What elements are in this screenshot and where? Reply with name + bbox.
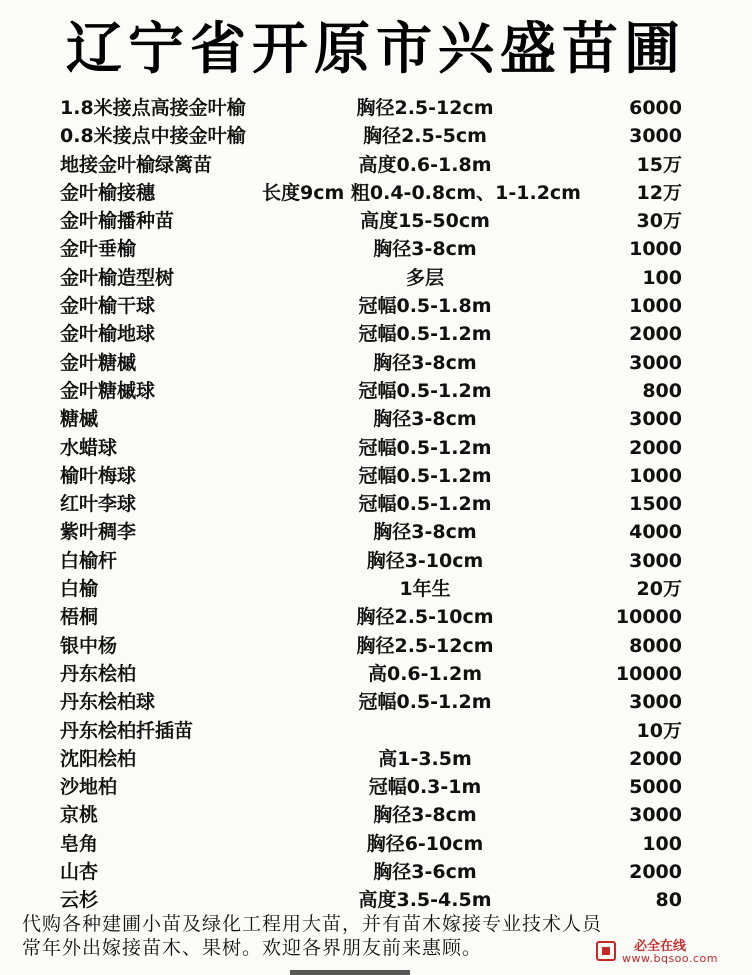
item-name: 银中杨 <box>60 634 118 657</box>
item-name: 丹东桧柏球 <box>60 691 156 714</box>
item-quantity: 8000 <box>629 634 682 657</box>
list-item <box>0 547 752 575</box>
item-quantity: 20万 <box>636 578 682 601</box>
item-name: 金叶榆干球 <box>60 295 156 318</box>
list-item <box>0 660 752 688</box>
list-item <box>0 632 752 660</box>
item-name: 金叶榆接穗 <box>60 181 156 204</box>
item-spec: 胸径2.5-10cm <box>356 606 494 629</box>
item-spec: 冠幅0.5-1.2m <box>358 379 492 402</box>
list-item <box>0 122 752 150</box>
item-name: 金叶榆地球 <box>60 323 156 346</box>
item-name: 京桃 <box>60 804 99 827</box>
item-quantity: 5000 <box>629 776 682 799</box>
list-item <box>0 405 752 433</box>
item-name: 白榆杆 <box>60 549 118 572</box>
watermark-name: 必全在线 <box>634 939 687 954</box>
list-item <box>0 745 752 773</box>
item-name: 红叶李球 <box>60 493 137 516</box>
item-spec: 冠幅0.5-1.2m <box>358 323 492 346</box>
cutoff-text-fragment <box>290 962 430 975</box>
item-spec: 胸径3-8cm <box>373 408 477 431</box>
list-item <box>0 773 752 801</box>
item-quantity: 1000 <box>629 238 682 261</box>
item-spec: 1年生 <box>399 578 451 601</box>
item-spec: 高度15-50cm <box>360 210 490 233</box>
list-item <box>0 575 752 603</box>
item-spec: 胸径2.5-5cm <box>363 125 487 148</box>
item-name: 0.8米接点中接金叶榆 <box>60 125 246 148</box>
item-name: 沈阳桧柏 <box>60 747 137 770</box>
item-quantity: 3000 <box>629 691 682 714</box>
list-item <box>0 462 752 490</box>
item-quantity: 3000 <box>629 351 682 374</box>
list-item <box>0 377 752 405</box>
item-quantity: 3000 <box>629 549 682 572</box>
item-quantity: 10万 <box>636 719 682 742</box>
item-quantity: 12万 <box>636 181 682 204</box>
item-spec: 胸径6-10cm <box>366 832 484 855</box>
list-item <box>0 518 752 546</box>
list-item <box>0 179 752 207</box>
item-name: 梧桐 <box>60 606 99 629</box>
item-name: 金叶糖槭球 <box>60 379 156 402</box>
list-item <box>0 886 752 914</box>
item-spec: 冠幅0.5-1.2m <box>358 691 492 714</box>
item-spec: 胸径2.5-12cm <box>356 97 494 119</box>
item-quantity: 30万 <box>636 210 682 233</box>
item-quantity: 4000 <box>629 521 682 544</box>
list-item <box>0 235 752 263</box>
list-item <box>0 264 752 292</box>
item-quantity: 2000 <box>629 747 682 770</box>
item-name: 山杏 <box>60 861 99 884</box>
item-name: 地接金叶榆绿篱苗 <box>60 153 213 176</box>
item-name: 云杉 <box>60 889 99 912</box>
item-quantity: 3000 <box>629 125 682 148</box>
item-spec: 冠幅0.5-1.2m <box>358 464 492 487</box>
watermark-url: www.bqsoo.com <box>622 952 718 965</box>
item-name: 金叶榆播种苗 <box>60 210 175 233</box>
item-spec: 冠幅0.5-1.2m <box>358 493 492 516</box>
item-name: 丹东桧柏扦插苗 <box>60 719 194 742</box>
list-item <box>0 320 752 348</box>
item-name: 沙地柏 <box>60 776 118 799</box>
list-item <box>0 349 752 377</box>
item-name: 丹东桧柏 <box>60 662 137 685</box>
item-quantity: 1000 <box>629 295 682 318</box>
item-spec: 冠幅0.3-1m <box>368 776 482 799</box>
item-name: 紫叶稠李 <box>60 521 137 544</box>
item-quantity: 800 <box>642 379 682 402</box>
item-spec: 胸径2.5-12cm <box>356 634 494 657</box>
list-item <box>0 717 752 745</box>
item-spec: 胸径3-8cm <box>373 351 477 374</box>
page-title: 辽宁省开原市兴盛苗圃 <box>66 16 686 82</box>
item-spec: 高度0.6-1.8m <box>358 153 492 176</box>
item-quantity: 2000 <box>629 861 682 884</box>
list-item <box>0 434 752 462</box>
item-quantity: 2000 <box>629 323 682 346</box>
item-name: 糖槭 <box>60 408 99 431</box>
item-quantity: 2000 <box>629 436 682 459</box>
list-item <box>0 603 752 631</box>
list-item <box>0 207 752 235</box>
item-quantity: 3000 <box>629 408 682 431</box>
item-spec: 胸径3-8cm <box>373 238 477 261</box>
item-name: 1.8米接点高接金叶榆 <box>60 97 246 119</box>
item-quantity: 100 <box>642 266 682 289</box>
item-name: 金叶垂榆 <box>60 238 137 261</box>
list-item <box>0 490 752 518</box>
list-item <box>0 801 752 829</box>
list-item <box>0 94 752 122</box>
item-spec: 高0.6-1.2m <box>367 662 483 685</box>
item-spec: 胸径3-8cm <box>373 521 477 544</box>
item-name: 金叶糖槭 <box>60 351 137 374</box>
item-quantity: 3000 <box>629 804 682 827</box>
item-quantity: 80 <box>655 889 682 912</box>
notice-line-2: 常年外出嫁接苗木、果树。欢迎各界朋友前来惠顾。 <box>22 937 483 959</box>
item-spec: 多层 <box>405 266 445 289</box>
item-spec: 胸径3-6cm <box>373 861 477 884</box>
nursery-stock-list <box>0 94 752 915</box>
item-spec: 胸径3-8cm <box>373 804 477 827</box>
list-item <box>0 688 752 716</box>
item-quantity: 10000 <box>615 606 682 629</box>
item-name: 水蜡球 <box>60 436 118 459</box>
item-spec: 长度9cm 粗0.4-0.8cm、1-1.2cm <box>262 181 581 204</box>
list-item <box>0 151 752 179</box>
item-quantity: 10000 <box>615 662 682 685</box>
watermark <box>596 935 746 969</box>
watermark-logo-icon <box>596 941 616 961</box>
list-item <box>0 292 752 320</box>
notice-line-1: 代购各种建圃小苗及绿化工程用大苗，并有苗木嫁接专业技术人员 <box>22 913 603 935</box>
item-spec: 高度3.5-4.5m <box>358 889 492 912</box>
item-quantity: 1000 <box>629 464 682 487</box>
item-spec: 胸径3-10cm <box>366 549 484 572</box>
item-quantity: 6000 <box>629 97 682 119</box>
list-item <box>0 858 752 886</box>
item-quantity: 100 <box>642 832 682 855</box>
list-item <box>0 830 752 858</box>
item-spec: 冠幅0.5-1.2m <box>358 436 492 459</box>
item-name: 金叶榆造型树 <box>60 266 175 289</box>
item-name: 白榆 <box>60 578 99 601</box>
item-spec: 冠幅0.5-1.8m <box>358 295 492 318</box>
item-quantity: 15万 <box>636 153 682 176</box>
item-spec: 高1-3.5m <box>378 747 472 770</box>
item-quantity: 1500 <box>629 493 682 516</box>
item-name: 榆叶梅球 <box>60 464 137 487</box>
item-name: 皂角 <box>60 832 99 855</box>
